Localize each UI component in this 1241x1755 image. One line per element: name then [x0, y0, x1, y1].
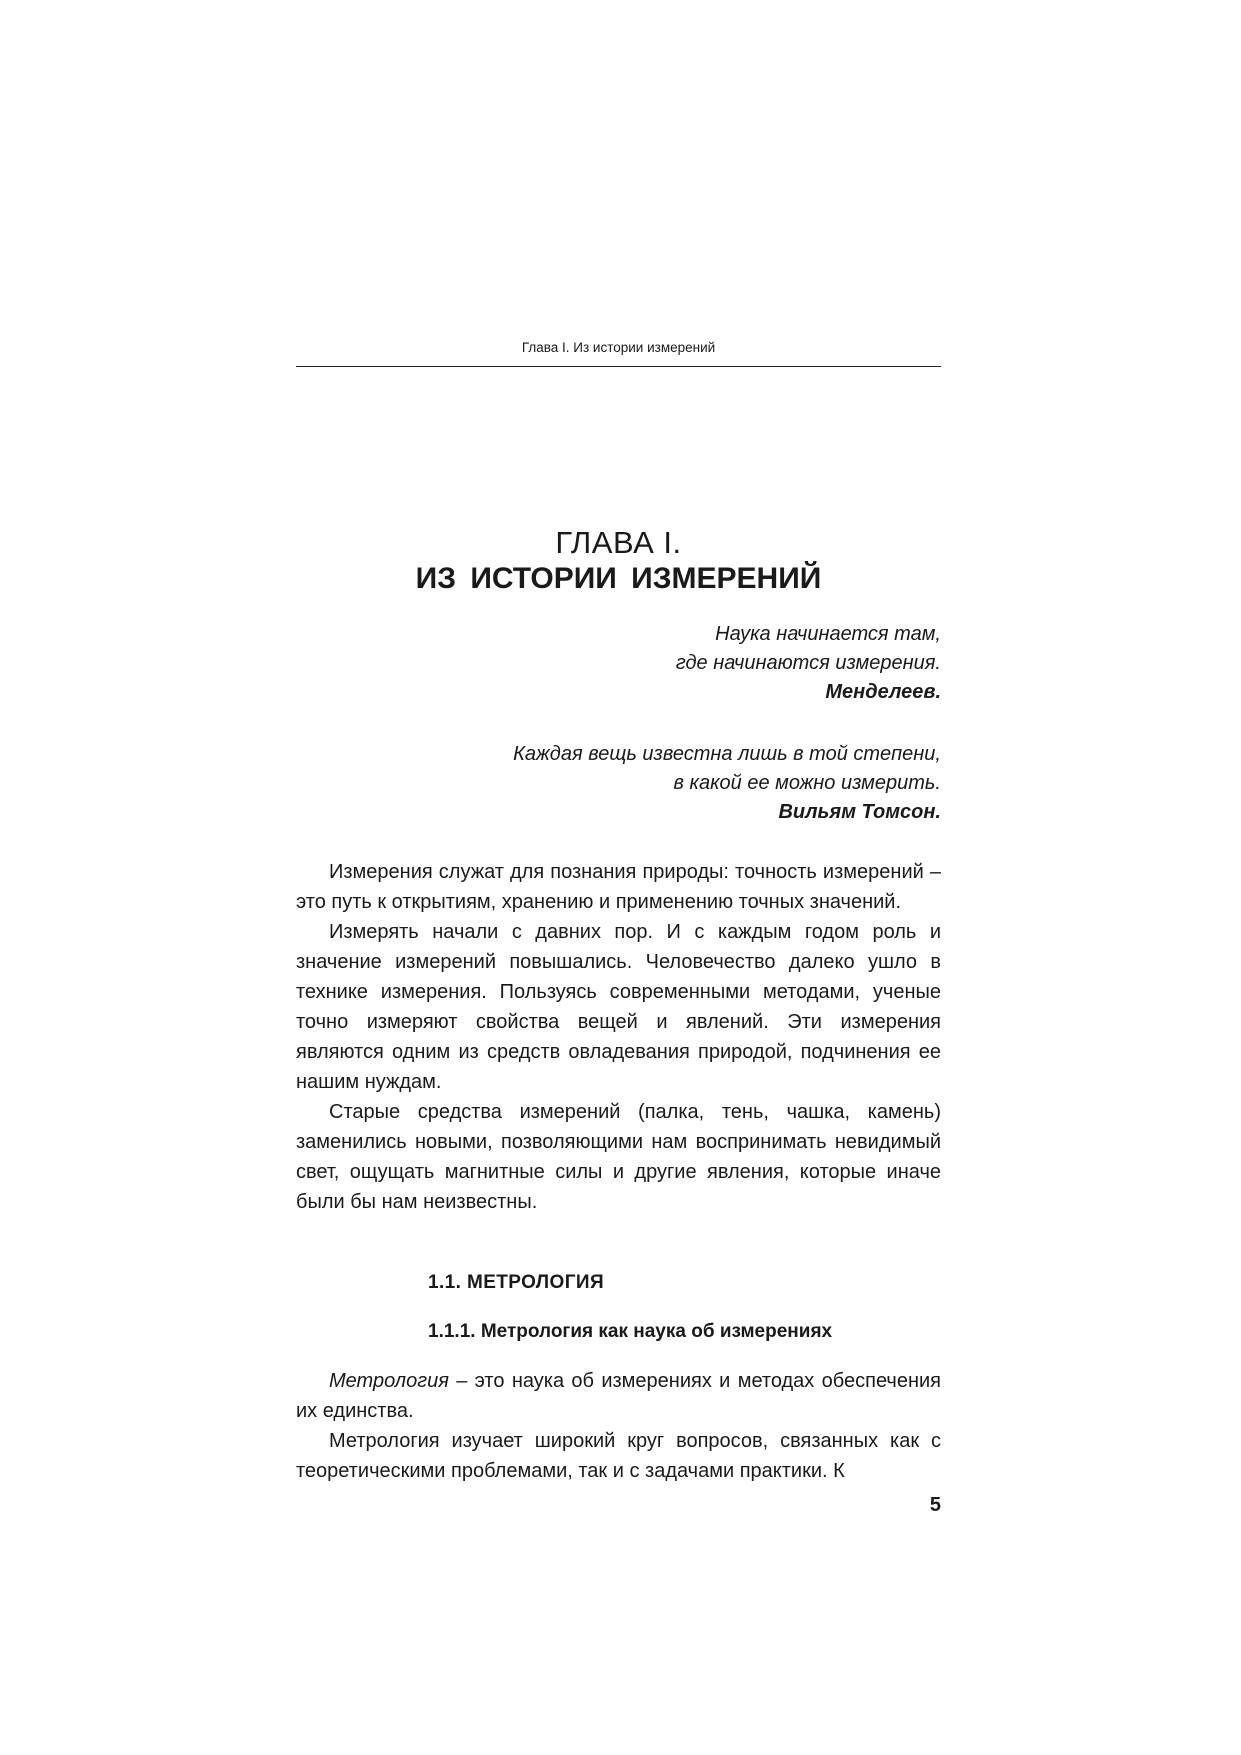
- page-number: 5: [929, 1494, 941, 1516]
- epigraph-line: Каждая вещь известна лишь в той степени,: [513, 743, 941, 765]
- paragraph: Старые средства измерений (палка, тень, чашка, камень) заменились новыми, позволяющими нам воспринимать невидимый свет, ощущать магнитные силы и другие явления, которые иначе были бы нам неизвестны.: [296, 1101, 941, 1213]
- section-text: [296, 1366, 941, 1486]
- epigraph: [296, 620, 941, 707]
- paragraph-rest: – это наука об измерениях и методах обеспечения их единства.: [296, 1370, 941, 1422]
- epigraph-author: Менделеев.: [825, 681, 941, 703]
- epigraph: [296, 740, 941, 827]
- paragraph: Измерять начали с давних пор. И с каждым годом роль и значение измерений повышались. Человечество далеко ушло в технике измерения. Пользуясь современными методами, ученые точно измеряют свойства вещей и явлений. Эти измерения являются одним из средств овладевания природой, подчинения ее нашим нуждам.: [296, 921, 941, 1093]
- intro-text: [296, 857, 941, 1217]
- book-page: [296, 340, 941, 1517]
- chapter-title: [296, 525, 941, 597]
- chapter-number: ГЛАВА I.: [555, 525, 682, 560]
- chapter-name: ИЗ ИСТОРИИ ИЗМЕРЕНИЙ: [415, 562, 822, 595]
- subsection-heading: 1.1.1. Метрология как наука об измерениях: [428, 1321, 833, 1342]
- epigraph-line: Наука начинается там,: [715, 623, 941, 645]
- epigraph-line: где начинаются измерения.: [675, 652, 941, 674]
- section-heading: 1.1. МЕТРОЛОГИЯ: [428, 1272, 604, 1293]
- paragraph: Метрология изучает широкий круг вопросов, связанных как с теоретическими проблемами, так и с задачами практики. К: [296, 1430, 941, 1482]
- epigraph-line: в какой ее можно измерить.: [673, 772, 941, 794]
- running-header: Глава I. Из истории измерений: [296, 340, 941, 367]
- paragraph: Измерения служат для познания природы: точность измерений – это путь к открытиям, хранению и применению точных значений.: [296, 861, 941, 913]
- paragraph: [296, 1366, 941, 1426]
- epigraph-author: Вильям Томсон.: [778, 801, 941, 823]
- term: Метрология: [329, 1370, 449, 1392]
